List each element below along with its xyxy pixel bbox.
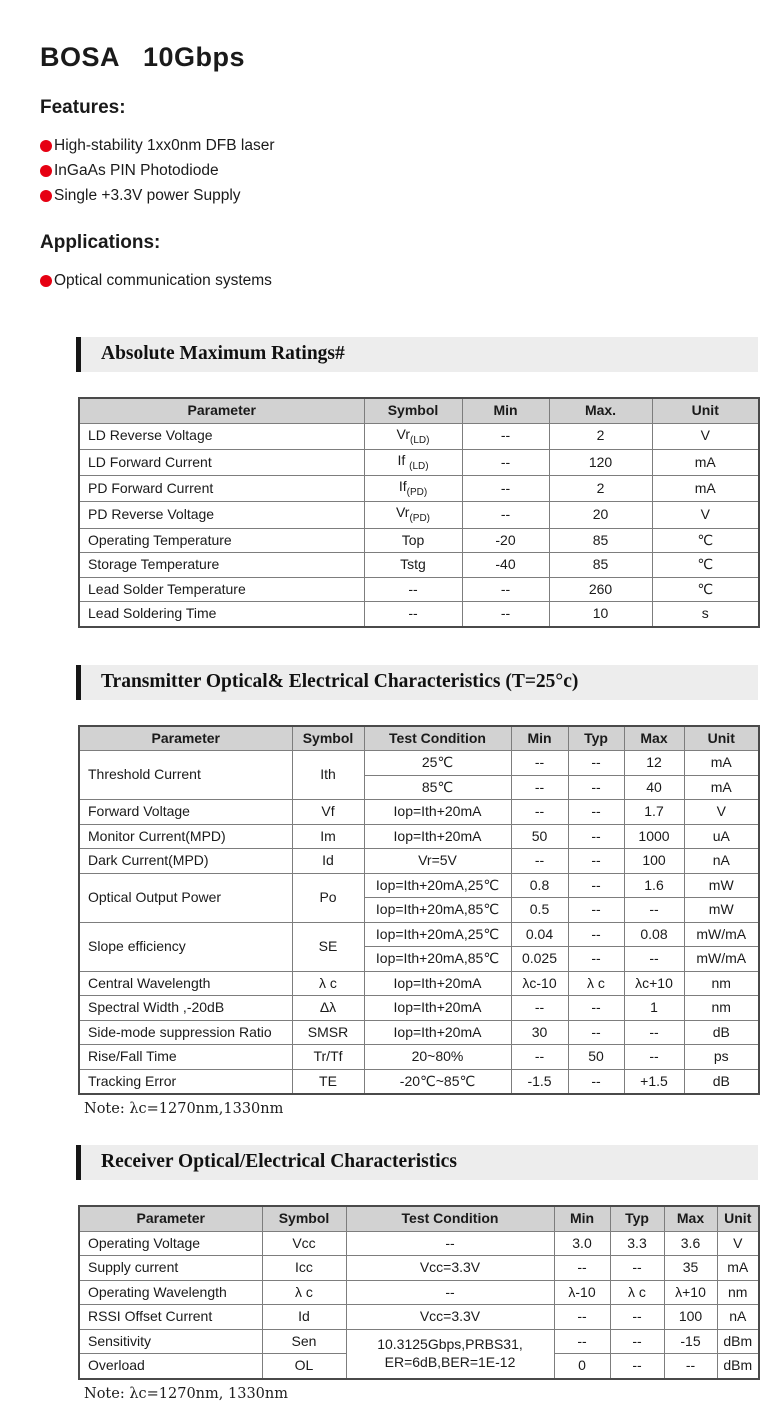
table-cell: $Vr_{(LD)}$ bbox=[364, 423, 462, 449]
table-cell: Threshold Current bbox=[79, 751, 292, 800]
table-cell: OL bbox=[262, 1354, 346, 1379]
table-cell: mW bbox=[684, 898, 759, 923]
application-item bbox=[40, 268, 718, 293]
table-cell: Sensitivity bbox=[79, 1329, 262, 1354]
col-header: Unit bbox=[684, 726, 759, 751]
table-row bbox=[79, 528, 759, 553]
table-row bbox=[79, 1305, 759, 1330]
table-cell: -- bbox=[610, 1305, 664, 1330]
features-list bbox=[40, 133, 718, 208]
table-cell: 1.7 bbox=[624, 800, 684, 825]
table-cell: λ c bbox=[568, 971, 624, 996]
table-cell: -- bbox=[568, 800, 624, 825]
col-header: Typ bbox=[610, 1206, 664, 1231]
table-cell: -- bbox=[462, 577, 549, 602]
table-cell: Rise/Fall Time bbox=[79, 1045, 292, 1070]
table-cell: -- bbox=[511, 996, 568, 1021]
table-cell: Lead Solder Temperature bbox=[79, 577, 364, 602]
table-cell: -- bbox=[624, 898, 684, 923]
table-cell: 0.8 bbox=[511, 873, 568, 898]
table-row bbox=[79, 971, 759, 996]
bullet-icon bbox=[40, 165, 52, 177]
col-header: Symbol bbox=[292, 726, 364, 751]
col-header: Max bbox=[624, 726, 684, 751]
table-cell: Optical Output Power bbox=[79, 873, 292, 922]
section-title-absolute-maximum-ratings: Absolute Maximum Ratings# bbox=[76, 337, 758, 372]
col-header: Symbol bbox=[262, 1206, 346, 1231]
table-cell: Sen bbox=[262, 1329, 346, 1354]
spec-table bbox=[78, 1205, 760, 1380]
table-cell: -- bbox=[364, 602, 462, 627]
table-cell: -- bbox=[624, 1045, 684, 1070]
table-row bbox=[79, 873, 759, 898]
table-cell: 3.6 bbox=[664, 1231, 717, 1256]
table-cell: -- bbox=[462, 449, 549, 475]
table-cell: $Vr_{(PD)}$ bbox=[364, 502, 462, 528]
table-cell: -- bbox=[462, 476, 549, 502]
table-cell: 0.04 bbox=[511, 922, 568, 947]
section-title-receiver-characteristics: Receiver Optical/Electrical Characteristics bbox=[76, 1145, 758, 1180]
table-cell: -- bbox=[568, 1020, 624, 1045]
table-cell: -- bbox=[511, 1045, 568, 1070]
table-cell: -- bbox=[568, 996, 624, 1021]
table-cell: ℃ bbox=[652, 553, 759, 578]
table-cell: 85 bbox=[549, 553, 652, 578]
col-header: Min bbox=[554, 1206, 610, 1231]
table-header-row bbox=[79, 398, 759, 423]
table-cell: -- bbox=[554, 1305, 610, 1330]
table-cell: Central Wavelength bbox=[79, 971, 292, 996]
table-cell: -- bbox=[568, 922, 624, 947]
table-cell: Forward Voltage bbox=[79, 800, 292, 825]
table-cell: -- bbox=[462, 502, 549, 528]
bullet-icon bbox=[40, 190, 52, 202]
table-cell: -15 bbox=[664, 1329, 717, 1354]
table-cell: mA bbox=[684, 775, 759, 800]
table-row bbox=[79, 476, 759, 502]
table-cell: 35 bbox=[664, 1256, 717, 1281]
table-cell: 50 bbox=[511, 824, 568, 849]
table-cell: Iop=Ith+20mA,85℃ bbox=[364, 898, 511, 923]
table-row bbox=[79, 996, 759, 1021]
table-row bbox=[79, 577, 759, 602]
table-cell: Iop=Ith+20mA bbox=[364, 971, 511, 996]
table-cell: 0.025 bbox=[511, 947, 568, 972]
table-cell: λ c bbox=[292, 971, 364, 996]
table-cell: dB bbox=[684, 1020, 759, 1045]
table-cell: Iop=Ith+20mA,25℃ bbox=[364, 922, 511, 947]
table-cell: Vcc=3.3V bbox=[346, 1305, 554, 1330]
table-cell: Δλ bbox=[292, 996, 364, 1021]
table-cell: Iop=Ith+20mA bbox=[364, 800, 511, 825]
applications-list bbox=[40, 268, 718, 293]
table-cell: 20~80% bbox=[364, 1045, 511, 1070]
table-cell: -- bbox=[664, 1354, 717, 1379]
table-cell: 40 bbox=[624, 775, 684, 800]
table-cell: 100 bbox=[664, 1305, 717, 1330]
table-row bbox=[79, 423, 759, 449]
table-cell: nA bbox=[717, 1305, 759, 1330]
col-header: Parameter bbox=[79, 726, 292, 751]
table-row bbox=[79, 922, 759, 947]
table-cell: dBm bbox=[717, 1329, 759, 1354]
table-cell: -- bbox=[610, 1354, 664, 1379]
table-cell: -- bbox=[568, 947, 624, 972]
table-cell: V bbox=[652, 502, 759, 528]
table-cell: -- bbox=[568, 849, 624, 874]
table-cell: Id bbox=[262, 1305, 346, 1330]
table-cell: -- bbox=[568, 751, 624, 776]
table-row bbox=[79, 449, 759, 475]
table-cell: mW/mA bbox=[684, 947, 759, 972]
table-cell: PD Forward Current bbox=[79, 476, 364, 502]
table-cell: $If_{(PD)}$ bbox=[364, 476, 462, 502]
col-header: Test Condition bbox=[346, 1206, 554, 1231]
table-cell: -- bbox=[610, 1256, 664, 1281]
table-cell: -- bbox=[364, 577, 462, 602]
table-cell: mA bbox=[652, 449, 759, 475]
table-cell: 20 bbox=[549, 502, 652, 528]
col-header: Typ bbox=[568, 726, 624, 751]
table-cell: Supply current bbox=[79, 1256, 262, 1281]
table-cell: V bbox=[684, 800, 759, 825]
table-cell: λ c bbox=[262, 1280, 346, 1305]
table-cell: nm bbox=[684, 996, 759, 1021]
table-cell: 3.0 bbox=[554, 1231, 610, 1256]
table-cell: -40 bbox=[462, 553, 549, 578]
table-cell: Storage Temperature bbox=[79, 553, 364, 578]
table-cell: -- bbox=[462, 423, 549, 449]
table-cell: 2 bbox=[549, 423, 652, 449]
table-cell: 85 bbox=[549, 528, 652, 553]
bullet-text: Optical communication systems bbox=[54, 272, 272, 289]
table-row bbox=[79, 553, 759, 578]
page-title: BOSA 10Gbps bbox=[40, 42, 246, 72]
table-row bbox=[79, 751, 759, 776]
table-cell: 30 bbox=[511, 1020, 568, 1045]
table-cell: 85℃ bbox=[364, 775, 511, 800]
bullet-icon bbox=[40, 275, 52, 287]
table-cell: TE bbox=[292, 1069, 364, 1094]
col-header: Symbol bbox=[364, 398, 462, 423]
table-cell: +1.5 bbox=[624, 1069, 684, 1094]
table-cell: Spectral Width ,-20dB bbox=[79, 996, 292, 1021]
table-cell: ℃ bbox=[652, 577, 759, 602]
table-cell: SMSR bbox=[292, 1020, 364, 1045]
table-cell: Iop=Ith+20mA,25℃ bbox=[364, 873, 511, 898]
table-cell: 10.3125Gbps,PRBS31, ER=6dB,BER=1E-12 bbox=[346, 1329, 554, 1379]
table-cell: RSSI Offset Current bbox=[79, 1305, 262, 1330]
table-cell: uA bbox=[684, 824, 759, 849]
applications-heading: Applications: bbox=[40, 232, 161, 253]
table-cell: mW bbox=[684, 873, 759, 898]
col-header: Test Condition bbox=[364, 726, 511, 751]
table-cell: 260 bbox=[549, 577, 652, 602]
table-cell: Ith bbox=[292, 751, 364, 800]
table-row bbox=[79, 1329, 759, 1354]
table-cell: -1.5 bbox=[511, 1069, 568, 1094]
table-cell: 10 bbox=[549, 602, 652, 627]
table-cell: Operating Voltage bbox=[79, 1231, 262, 1256]
table-cell: dBm bbox=[717, 1354, 759, 1379]
table-row bbox=[79, 502, 759, 528]
table-cell: Vf bbox=[292, 800, 364, 825]
table-cell: LD Forward Current bbox=[79, 449, 364, 475]
table-cell: λ-10 bbox=[554, 1280, 610, 1305]
table-cell: mA bbox=[717, 1256, 759, 1281]
table-row bbox=[79, 602, 759, 627]
table-cell: PD Reverse Voltage bbox=[79, 502, 364, 528]
table-row bbox=[79, 1020, 759, 1045]
table-cell: nm bbox=[717, 1280, 759, 1305]
table-cell: SE bbox=[292, 922, 364, 971]
col-header: Max. bbox=[549, 398, 652, 423]
receiver-characteristics-table bbox=[78, 1205, 753, 1380]
table-cell: 3.3 bbox=[610, 1231, 664, 1256]
table-cell: mA bbox=[652, 476, 759, 502]
table-cell: Id bbox=[292, 849, 364, 874]
features-heading: Features: bbox=[40, 97, 126, 118]
table-cell: 0.5 bbox=[511, 898, 568, 923]
table-cell: -- bbox=[346, 1280, 554, 1305]
table-cell: λ+10 bbox=[664, 1280, 717, 1305]
table-cell: Slope efficiency bbox=[79, 922, 292, 971]
table-cell: -- bbox=[511, 775, 568, 800]
transmitter-note: Note: λc=1270nm,1330nm bbox=[84, 1101, 284, 1118]
table-cell: mA bbox=[684, 751, 759, 776]
table-cell: -- bbox=[624, 947, 684, 972]
table-cell: Operating Wavelength bbox=[79, 1280, 262, 1305]
table-cell: -- bbox=[554, 1329, 610, 1354]
table-cell: 100 bbox=[624, 849, 684, 874]
table-cell: ps bbox=[684, 1045, 759, 1070]
table-cell: Dark Current(MPD) bbox=[79, 849, 292, 874]
table-cell: 1.6 bbox=[624, 873, 684, 898]
table-cell: V bbox=[717, 1231, 759, 1256]
receiver-note: Note: λc=1270nm, 1330nm bbox=[84, 1385, 288, 1402]
table-cell: -- bbox=[511, 849, 568, 874]
transmitter-characteristics-table bbox=[78, 725, 747, 1096]
table-cell: λ c bbox=[610, 1280, 664, 1305]
table-cell: -- bbox=[554, 1256, 610, 1281]
table-row bbox=[79, 1045, 759, 1070]
table-cell: -20 bbox=[462, 528, 549, 553]
table-row bbox=[79, 824, 759, 849]
table-cell: -- bbox=[568, 898, 624, 923]
table-cell: 50 bbox=[568, 1045, 624, 1070]
table-cell: Tstg bbox=[364, 553, 462, 578]
table-cell: Icc bbox=[262, 1256, 346, 1281]
bullet-text: InGaAs PIN Photodiode bbox=[54, 162, 219, 179]
feature-item bbox=[40, 133, 718, 158]
table-cell: dB bbox=[684, 1069, 759, 1094]
table-cell: Overload bbox=[79, 1354, 262, 1379]
col-header: Min bbox=[511, 726, 568, 751]
table-cell: λc-10 bbox=[511, 971, 568, 996]
table-cell: -- bbox=[568, 824, 624, 849]
spec-table bbox=[78, 725, 760, 1096]
table-row bbox=[79, 800, 759, 825]
table-cell: 25℃ bbox=[364, 751, 511, 776]
table-row bbox=[79, 1231, 759, 1256]
table-cell: Iop=Ith+20mA bbox=[364, 824, 511, 849]
table-cell: 2 bbox=[549, 476, 652, 502]
table-row bbox=[79, 1280, 759, 1305]
table-cell: Iop=Ith+20mA,85℃ bbox=[364, 947, 511, 972]
table-cell: Lead Soldering Time bbox=[79, 602, 364, 627]
table-cell: -- bbox=[624, 1020, 684, 1045]
table-cell: -20℃~85℃ bbox=[364, 1069, 511, 1094]
table-cell: Tracking Error bbox=[79, 1069, 292, 1094]
table-cell: Im bbox=[292, 824, 364, 849]
table-cell: -- bbox=[511, 751, 568, 776]
table-cell: nm bbox=[684, 971, 759, 996]
table-cell: 1 bbox=[624, 996, 684, 1021]
table-header-row bbox=[79, 1206, 759, 1231]
table-cell: Tr/Tf bbox=[292, 1045, 364, 1070]
table-cell: Top bbox=[364, 528, 462, 553]
table-cell: -- bbox=[511, 800, 568, 825]
table-cell: -- bbox=[568, 1069, 624, 1094]
table-cell: 0 bbox=[554, 1354, 610, 1379]
col-header: Max bbox=[664, 1206, 717, 1231]
table-cell: Vcc=3.3V bbox=[346, 1256, 554, 1281]
bullet-icon bbox=[40, 140, 52, 152]
table-cell: λc+10 bbox=[624, 971, 684, 996]
table-cell: -- bbox=[568, 775, 624, 800]
table-cell: -- bbox=[462, 602, 549, 627]
absolute-maximum-ratings-table bbox=[78, 397, 718, 628]
table-cell: Vr=5V bbox=[364, 849, 511, 874]
bullet-text: Single +3.3V power Supply bbox=[54, 187, 241, 204]
table-cell: -- bbox=[346, 1231, 554, 1256]
col-header: Unit bbox=[652, 398, 759, 423]
table-cell: Iop=Ith+20mA bbox=[364, 1020, 511, 1045]
col-header: Parameter bbox=[79, 398, 364, 423]
table-cell: nA bbox=[684, 849, 759, 874]
table-cell: Operating Temperature bbox=[79, 528, 364, 553]
table-cell: 0.08 bbox=[624, 922, 684, 947]
col-header: Unit bbox=[717, 1206, 759, 1231]
table-cell: 120 bbox=[549, 449, 652, 475]
table-cell: Side-mode suppression Ratio bbox=[79, 1020, 292, 1045]
table-header-row bbox=[79, 726, 759, 751]
feature-item bbox=[40, 158, 718, 183]
table-cell: Po bbox=[292, 873, 364, 922]
table-cell: s bbox=[652, 602, 759, 627]
table-cell: V bbox=[652, 423, 759, 449]
table-cell: -- bbox=[610, 1329, 664, 1354]
table-cell: ℃ bbox=[652, 528, 759, 553]
table-cell: Monitor Current(MPD) bbox=[79, 824, 292, 849]
bullet-text: High-stability 1xx0nm DFB laser bbox=[54, 137, 275, 154]
table-row bbox=[79, 849, 759, 874]
table-cell: 1000 bbox=[624, 824, 684, 849]
table-cell: Vcc bbox=[262, 1231, 346, 1256]
col-header: Parameter bbox=[79, 1206, 262, 1231]
feature-item bbox=[40, 183, 718, 208]
section-title-transmitter-characteristics: Transmitter Optical& Electrical Characteristics (T=25°c) bbox=[76, 665, 758, 700]
table-cell: If $_{(LD)}$ bbox=[364, 449, 462, 475]
table-cell: 12 bbox=[624, 751, 684, 776]
col-header: Min bbox=[462, 398, 549, 423]
table-cell: Iop=Ith+20mA bbox=[364, 996, 511, 1021]
table-cell: LD Reverse Voltage bbox=[79, 423, 364, 449]
table-row bbox=[79, 1069, 759, 1094]
spec-table bbox=[78, 397, 760, 628]
table-row bbox=[79, 1256, 759, 1281]
table-cell: -- bbox=[568, 873, 624, 898]
table-cell: mW/mA bbox=[684, 922, 759, 947]
